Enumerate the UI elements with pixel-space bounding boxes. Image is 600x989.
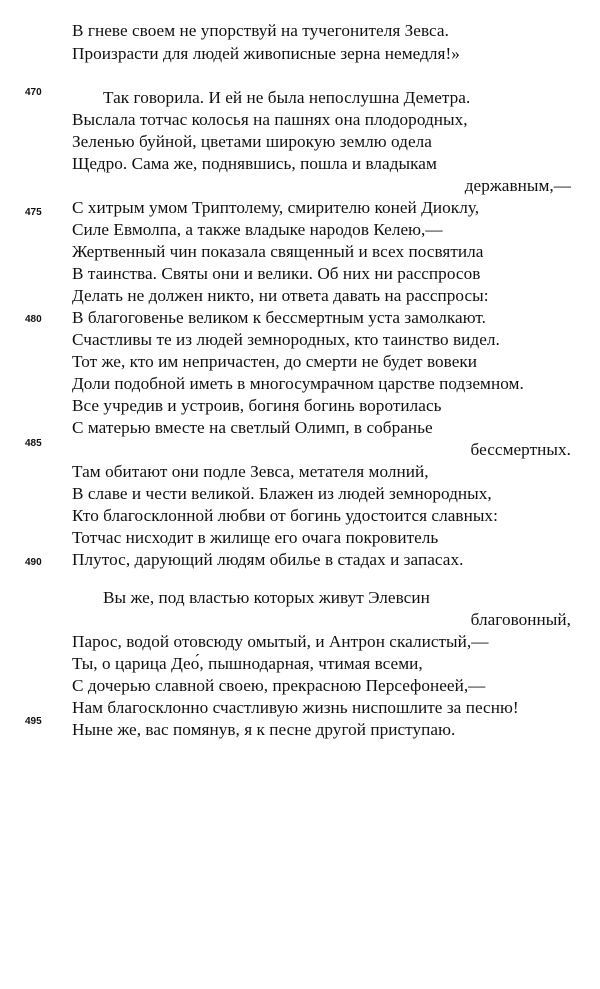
line-number: 470 bbox=[25, 87, 42, 98]
line-number: 475 bbox=[25, 207, 42, 218]
verse-line: Тот же, кто им непричастен, до смерти не будет вовеки bbox=[72, 352, 478, 371]
line-number: 490 bbox=[25, 557, 42, 568]
verse-line: Делать не должен никто, ни ответа давать на расспросы: bbox=[72, 286, 489, 305]
verse-line: С дочерью славной своею, прекрасною Персефонеей,— bbox=[72, 676, 486, 695]
verse-line-continuation: бессмертных. bbox=[470, 440, 571, 459]
line-number: 485 bbox=[25, 438, 42, 449]
verse-line: Счастливы те из людей земнородных, кто таинство видел. bbox=[72, 330, 500, 349]
verse-line: Там обитают они подле Зевса, метателя молний, bbox=[72, 462, 429, 481]
verse-line: Выслала тотчас колосья на пашнях она плодородных, bbox=[72, 110, 468, 129]
verse-line: В славе и чести великой. Блажен из людей земнородных, bbox=[72, 484, 492, 503]
verse-line: Ныне же, вас помянув, я к песне другой приступаю. bbox=[72, 720, 456, 739]
verse-line: Плутос, дарующий людям обилье в стадах и запасах. bbox=[72, 550, 464, 569]
verse-line: Так говорила. И ей не была непослушна Деметра. bbox=[103, 88, 471, 107]
verse-line: Кто благосклонной любви от богинь удостоится славных: bbox=[72, 506, 498, 525]
verse-line: Вы же, под властью которых живут Элевсин bbox=[103, 588, 430, 607]
verse-line: Щедро. Сама же, поднявшись, пошла и владыкам bbox=[72, 154, 437, 173]
line-number: 495 bbox=[25, 716, 42, 727]
verse-line: Нам благосклонно счастливую жизнь ниспошлите за песню! bbox=[72, 698, 519, 717]
verse-line: Парос, водой отовсюду омытый, и Антрон скалистый,— bbox=[72, 632, 489, 651]
verse-line-continuation: благовонный, bbox=[470, 610, 571, 629]
verse-line-continuation: державным,— bbox=[464, 176, 571, 195]
verse-line: С матерью вместе на светлый Олимп, в собранье bbox=[72, 418, 433, 437]
verse-line: Ты, о царица Део́, пышнодарная, чтимая всеми, bbox=[72, 654, 423, 673]
verse-line: В таинства. Святы они и велики. Об них ни расспросов bbox=[72, 264, 481, 283]
verse-line: В благоговенье великом к бессмертным уста замолкают. bbox=[72, 308, 486, 327]
verse-line: В гневе своем не упорствуй на тучегонителя Зевса. bbox=[72, 21, 449, 40]
verse-line: С хитрым умом Триптолему, смирителю коней Диоклу, bbox=[72, 198, 480, 217]
verse-line: Тотчас нисходит в жилище его очага покровитель bbox=[72, 528, 439, 547]
verse-line: Жертвенный чин показала священный и всех посвятила bbox=[72, 242, 484, 261]
line-number: 480 bbox=[25, 314, 42, 325]
verse-line: Произрасти для людей живописные зерна немедля!» bbox=[72, 44, 460, 63]
verse-line: Зеленью буйной, цветами широкую землю одела bbox=[72, 132, 432, 151]
verse-line: Доли подобной иметь в многосумрачном царстве подземном. bbox=[72, 374, 524, 393]
verse-line: Все учредив и устроив, богиня богинь воротилась bbox=[72, 396, 442, 415]
verse-line: Силе Евмолпа, а также владыке народов Келею,— bbox=[72, 220, 443, 239]
